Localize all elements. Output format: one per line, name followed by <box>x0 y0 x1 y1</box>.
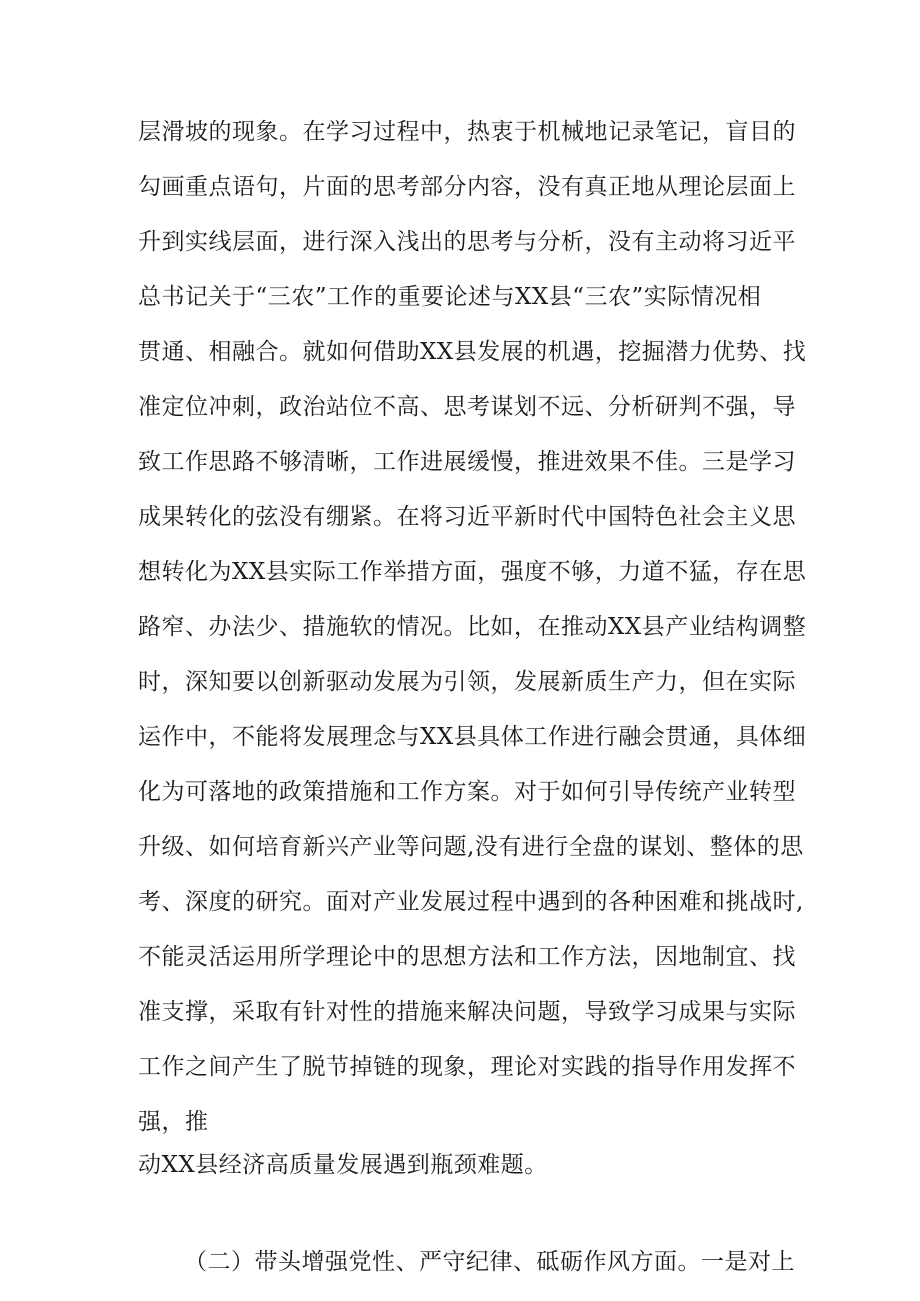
body-text-line: 不能灵活运用所学理论中的思想方法和工作方法，因地制宜、找 <box>138 944 796 970</box>
body-text-line: 勾画重点语句，片面的思考部分内容，没有真正地从理论层面上 <box>138 174 796 200</box>
section-heading: （二）带头增强党性、严守纪律、砥砺作风方面。一是对上 <box>184 1249 795 1275</box>
body-text-line: 时，深知要以创新驱动发展为引领，发展新质生产力，但在实际 <box>138 669 796 695</box>
body-text-line: 路窄、办法少、措施软的情况。比如，在推动XX县产业结构调整 <box>138 614 807 640</box>
body-text-line: 强，推 <box>138 1109 209 1135</box>
body-text-line: 致工作思路不够清晰，工作进展缓慢，推进效果不佳。三是学习 <box>138 449 796 475</box>
body-text-line: 准定位冲刺，政治站位不高、思考谋划不远、分析研判不强，导 <box>138 394 796 420</box>
body-text-line: 想转化为XX县实际工作举措方面，强度不够，力道不猛，存在思 <box>138 559 807 585</box>
body-text-line: 运作中，不能将发展理念与XX县具体工作进行融会贯通，具体细 <box>138 724 807 750</box>
body-text-line: 工作之间产生了脱节掉链的现象，理论对实践的指导作用发挥不 <box>138 1054 796 1080</box>
body-text-line: 准支撑，采取有针对性的措施来解决问题，导致学习成果与实际 <box>138 999 796 1025</box>
body-text-line: 成果转化的弦没有绷紧。在将习近平新时代中国特色社会主义思 <box>138 504 796 530</box>
body-text-line: 升级、如何培育新兴产业等问题,没有进行全盘的谋划、整体的思 <box>138 834 804 860</box>
body-text-line: 考、深度的研究。面对产业发展过程中遇到的各种困难和挑战时, <box>138 889 804 915</box>
body-text-line: 层滑坡的现象。在学习过程中，热衷于机械地记录笔记，盲目的 <box>138 119 796 145</box>
body-text-line: 化为可落地的政策措施和工作方案。对于如何引导传统产业转型 <box>138 779 796 805</box>
body-text-line: 动XX县经济高质量发展遇到瓶颈难题。 <box>138 1152 548 1178</box>
body-text-line: 贯通、相融合。就如何借助XX县发展的机遇，挖掘潜力优势、找 <box>138 339 807 365</box>
body-text-line: 总书记关于“三农”工作的重要论述与XX县“三农”实际情况相 <box>138 284 762 310</box>
body-text-line: 升到实线层面，进行深入浅出的思考与分析，没有主动将习近平 <box>138 229 796 255</box>
